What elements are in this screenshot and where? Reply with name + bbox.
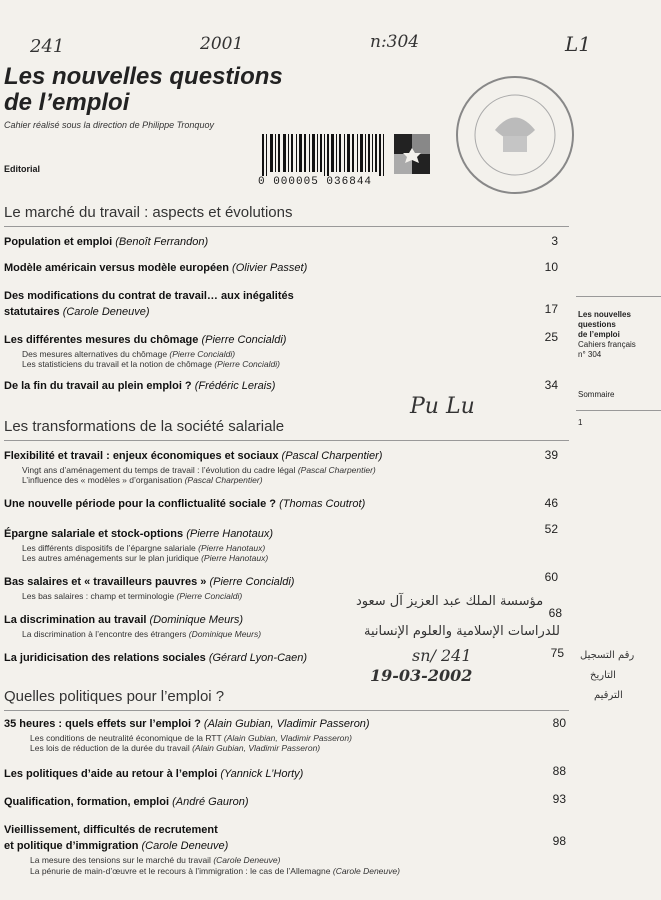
side-page: 1 xyxy=(578,418,583,427)
toc-subitem: L’influence des « modèles » d’organisation (Pascal Charpentier) xyxy=(22,475,263,485)
toc-subitem: La mesure des tensions sur le marché du travail (Carole Deneuve) xyxy=(30,855,281,865)
toc-entry: Modèle américain versus modèle européen (Olivier Passet) xyxy=(4,262,308,274)
toc-subitem: La discrimination à l’encontre des étrangers (Dominique Meurs) xyxy=(22,629,262,639)
section-heading: Quelles politiques pour l’emploi ? xyxy=(4,688,225,705)
toc-subitem: Vingt ans d’aménagement du temps de travail : l’évolution du cadre légal (Pascal Charpentier) xyxy=(22,465,376,475)
toc-page-number: 93 xyxy=(552,792,566,806)
toc-page-number: 60 xyxy=(544,570,558,584)
toc-page-number: 3 xyxy=(551,234,558,248)
toc-entry: Bas salaires et « travailleurs pauvres » (Pierre Concialdi) xyxy=(4,576,295,588)
barcode-image xyxy=(262,134,442,176)
arabic-stamp-line3: رقم التسجيل xyxy=(580,650,635,661)
toc-subitem: Les bas salaires : champ et terminologie (Pierre Concialdi) xyxy=(22,591,243,601)
handwritten-issue-number: n:304 xyxy=(370,32,420,52)
toc-page-number: 46 xyxy=(544,496,558,510)
side-issue: n° 304 xyxy=(578,350,602,359)
library-seal-stamp xyxy=(445,70,585,200)
toc-entry: De la fin du travail au plein emploi ? (Frédéric Lerais) xyxy=(4,380,276,392)
toc-entry: Qualification, formation, emploi (André Gauron) xyxy=(4,796,249,808)
toc-page-number: 34 xyxy=(544,378,558,392)
editorial-label: Editorial xyxy=(4,164,41,174)
toc-page-number: 75 xyxy=(550,646,564,660)
toc-page-number: 68 xyxy=(548,606,562,620)
handwritten-note-left: 241 xyxy=(30,36,65,57)
handwritten-registration-date: 19-03-2002 xyxy=(370,666,473,685)
arabic-stamp-line5: الترقيم xyxy=(594,690,623,701)
toc-entry-cont: statutaires (Carole Deneuve) xyxy=(4,306,150,318)
toc-subitem: La pénurie de main-d’œuvre et le recours à l’immigration : le cas de l’Allemagne (Carole Deneuve) xyxy=(30,866,400,876)
side-title-1: Les nouvelles xyxy=(578,310,631,319)
toc-entry: Vieillissement, difficultés de recrutement xyxy=(4,824,218,836)
toc-page-number: 10 xyxy=(544,260,558,274)
side-divider-top xyxy=(576,296,661,297)
arabic-stamp-line4: التاريخ xyxy=(590,670,616,681)
section-rule xyxy=(4,710,569,711)
toc-entry: Les différentes mesures du chômage (Pierre Concialdi) xyxy=(4,334,287,346)
toc-entry-cont: et politique d’immigration (Carole Deneuve) xyxy=(4,840,229,852)
page-subtitle: Cahier réalisé sous la direction de Philippe Tronquoy xyxy=(4,120,214,130)
toc-subitem: Les différents dispositifs de l’épargne salariale (Pierre Hanotaux) xyxy=(22,543,266,553)
toc-subitem: Les lois de réduction de la durée du travail (Alain Gubian, Vladimir Passeron) xyxy=(30,743,321,753)
toc-page-number: 88 xyxy=(552,764,566,778)
page-title-line1: Les nouvelles questions xyxy=(4,63,283,90)
toc-entry: Flexibilité et travail : enjeux économiques et sociaux (Pascal Charpentier) xyxy=(4,450,383,462)
section-rule xyxy=(4,226,569,227)
side-title-3: de l’emploi xyxy=(578,330,620,339)
toc-page-number: 39 xyxy=(544,448,558,462)
side-sommaire: Sommaire xyxy=(578,390,615,399)
toc-page-number: 52 xyxy=(544,522,558,536)
handwritten-note-right: L1 xyxy=(565,32,592,56)
section-heading: Les transformations de la société salariale xyxy=(4,418,285,435)
toc-subitem: Des mesures alternatives du chômage (Pierre Concialdi) xyxy=(22,349,236,359)
toc-entry: 35 heures : quels effets sur l’emploi ? (Alain Gubian, Vladimir Passeron) xyxy=(4,718,370,730)
arabic-stamp-line2: للدراسات الإسلامية والعلوم الإنسانية xyxy=(364,624,560,639)
side-series: Cahiers français xyxy=(578,340,636,349)
toc-entry: Population et emploi (Benoît Ferrandon) xyxy=(4,236,209,248)
toc-entry: La discrimination au travail (Dominique Meurs) xyxy=(4,614,244,626)
arabic-stamp-line1: مؤسسة الملك عبد العزيز آل سعود xyxy=(356,594,544,609)
toc-subitem: Les autres aménagements sur le plan juridique (Pierre Hanotaux) xyxy=(22,553,269,563)
toc-entry: La juridicisation des relations sociales (Gérard Lyon-Caen) xyxy=(4,652,308,664)
section-heading: Le marché du travail : aspects et évolutions xyxy=(4,204,293,221)
side-divider-bottom xyxy=(576,410,661,411)
toc-subitem: Les statisticiens du travail et la notion de chômage (Pierre Concialdi) xyxy=(22,359,280,369)
handwritten-registration-number: sn/ 241 xyxy=(412,646,472,665)
section-rule xyxy=(4,440,569,441)
toc-page-number: 17 xyxy=(544,302,558,316)
toc-entry: Une nouvelle période pour la conflictualité sociale ? (Thomas Coutrot) xyxy=(4,498,366,510)
toc-entry: Les politiques d’aide au retour à l’emploi (Yannick L’Horty) xyxy=(4,768,304,780)
toc-page-number: 80 xyxy=(552,716,566,730)
side-title-2: questions xyxy=(578,320,616,329)
toc-subitem: Les conditions de neutralité économique de la RTT (Alain Gubian, Vladimir Passeron) xyxy=(30,733,352,743)
toc-page-number: 98 xyxy=(552,834,566,848)
handwritten-year: 2001 xyxy=(200,34,244,54)
handwritten-signature: Pu Lu xyxy=(410,394,475,419)
toc-entry: Des modifications du contrat de travail… aux inégalités xyxy=(4,290,294,302)
toc-entry: Épargne salariale et stock-options (Pierre Hanotaux) xyxy=(4,528,274,540)
page-title-line2: de l’emploi xyxy=(4,89,130,116)
toc-page-number: 25 xyxy=(544,330,558,344)
barcode-number: 0 000005 036844 xyxy=(258,176,373,188)
